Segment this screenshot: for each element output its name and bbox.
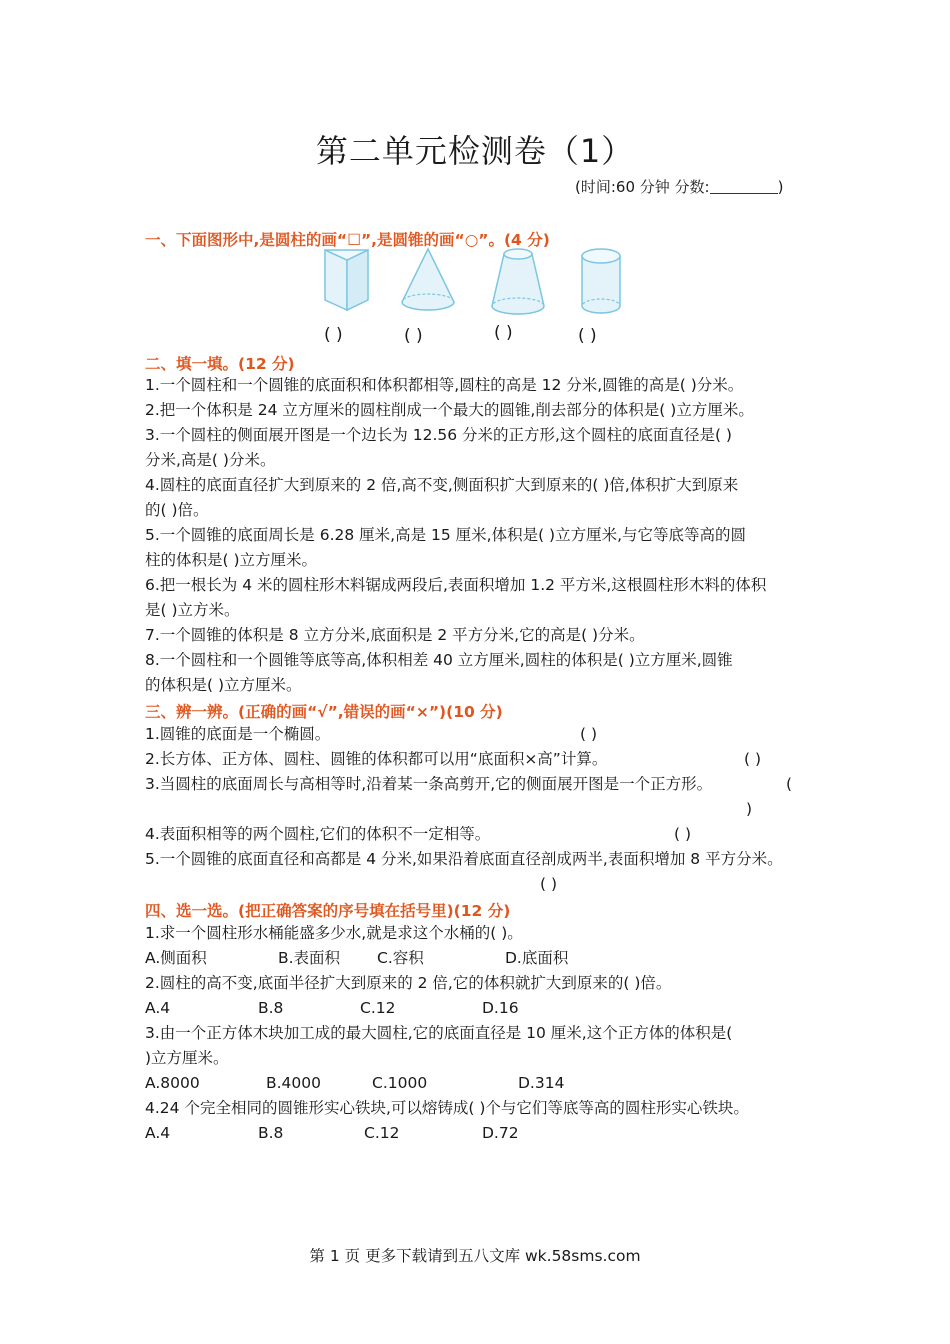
choice-question: 4.24 个完全相同的圆锥形实心铁块,可以熔铸成( )个与它们等底等高的圆柱形实心铁块。 (145, 1099, 749, 1117)
fill-line: 7.一个圆锥的体积是 8 立方分米,底面积是 2 平方分米,它的高是( )分米。 (145, 626, 645, 644)
fill-line: 1.一个圆柱和一个圆锥的底面积和体积都相等,圆柱的高是 12 分米,圆锥的高是( )分米。 (145, 376, 744, 394)
time-score-suffix: ) (777, 178, 784, 196)
choice-option[interactable]: A.侧面积 (145, 949, 207, 967)
section-1-heading: 一、下面图形中,是圆柱的画“☐”,是圆锥的画“○”。(4 分) (145, 231, 550, 249)
choice-option[interactable]: D.16 (482, 999, 519, 1017)
choice-option[interactable]: B.表面积 (278, 949, 341, 967)
section-3-heading: 三、辨一辨。(正确的画“√”,错误的画“×”)(10 分) (145, 703, 503, 721)
choice-question-cont: )立方厘米。 (145, 1049, 229, 1067)
cylinder-icon (578, 246, 624, 318)
choice-option[interactable]: D.72 (482, 1124, 519, 1142)
judge-answer-1[interactable]: ( ) (580, 725, 598, 743)
cone-icon (398, 246, 458, 314)
fill-line: 分米,高是( )分米。 (145, 451, 276, 469)
fill-line: 的体积是( )立方厘米。 (145, 676, 302, 694)
fill-line: 2.把一个体积是 24 立方厘米的圆柱削成一个最大的圆锥,削去部分的体积是( )立方厘米。 (145, 401, 754, 419)
score-blank[interactable] (710, 179, 778, 194)
choice-option[interactable]: C.12 (364, 1124, 400, 1142)
judge-answer-4[interactable]: ( ) (674, 825, 692, 843)
fill-line: 4.圆柱的底面直径扩大到原来的 2 倍,高不变,侧面积扩大到原来的( )倍,体积扩大到原来 (145, 476, 739, 494)
choice-option[interactable]: C.12 (360, 999, 396, 1017)
judge-answer-3-open[interactable]: ( (786, 775, 793, 793)
fill-line: 8.一个圆柱和一个圆锥等底等高,体积相差 40 立方厘米,圆柱的体积是( )立方厘米,圆锥 (145, 651, 733, 669)
judge-item: 1.圆锥的底面是一个椭圆。 (145, 725, 331, 743)
shape-answer-2[interactable]: ( ) (404, 326, 423, 346)
choice-question: 2.圆柱的高不变,底面半径扩大到原来的 2 倍,它的体积就扩大到原来的( )倍。 (145, 974, 672, 992)
judge-item: 3.当圆柱的底面周长与高相等时,沿着某一条高剪开,它的侧面展开图是一个正方形。 (145, 775, 713, 793)
fill-line: 柱的体积是( )立方厘米。 (145, 551, 318, 569)
judge-item: 5.一个圆锥的底面直径和高都是 4 分米,如果沿着底面直径剖成两半,表面积增加 8 平方分米。 (145, 850, 783, 868)
judge-item: 4.表面积相等的两个圆柱,它们的体积不一定相等。 (145, 825, 491, 843)
choice-option[interactable]: C.1000 (372, 1074, 428, 1092)
choice-question: 1.求一个圆柱形水桶能盛多少水,就是求这个水桶的( )。 (145, 924, 523, 942)
choice-option[interactable]: C.容积 (377, 949, 424, 967)
choice-option[interactable]: D.314 (518, 1074, 565, 1092)
shape-answer-4[interactable]: ( ) (578, 326, 597, 346)
time-score-prefix: (时间:60 分钟 分数: (575, 178, 710, 196)
frustum-icon (488, 246, 548, 318)
judge-answer-5[interactable]: ( ) (540, 875, 558, 893)
section-4-heading: 四、选一选。(把正确答案的序号填在括号里)(12 分) (145, 902, 511, 920)
time-score-line (575, 176, 783, 197)
choice-option[interactable]: B.4000 (266, 1074, 322, 1092)
choice-option[interactable]: B.8 (258, 1124, 284, 1142)
page-footer: 第 1 页 更多下载请到五八文库 wk.58sms.com (309, 1247, 641, 1265)
choice-option[interactable]: D.底面积 (505, 949, 569, 967)
shape-answer-1[interactable]: ( ) (324, 325, 343, 345)
triangular-prism-icon (322, 246, 372, 314)
choice-option[interactable]: B.8 (258, 999, 284, 1017)
choice-option[interactable]: A.4 (145, 999, 171, 1017)
section-2-heading: 二、填一填。(12 分) (145, 355, 295, 373)
fill-line: 是( )立方米。 (145, 601, 240, 619)
shape-answer-3[interactable]: ( ) (494, 323, 513, 343)
judge-answer-2[interactable]: ( ) (744, 750, 762, 768)
page-title: 第二单元检测卷（1） (315, 132, 635, 170)
fill-line: 6.把一根长为 4 米的圆柱形木料锯成两段后,表面积增加 1.2 平方米,这根圆柱形木料的体积 (145, 576, 767, 594)
choice-option[interactable]: A.8000 (145, 1074, 200, 1092)
choice-question: 3.由一个正方体木块加工成的最大圆柱,它的底面直径是 10 厘米,这个正方体的体积是( (145, 1024, 733, 1042)
fill-line: 5.一个圆锥的底面周长是 6.28 厘米,高是 15 厘米,体积是( )立方厘米,与它等底等高的圆 (145, 526, 747, 544)
judge-item: 2.长方体、正方体、圆柱、圆锥的体积都可以用“底面积×高”计算。 (145, 750, 608, 768)
fill-line: 的( )倍。 (145, 501, 209, 519)
choice-option[interactable]: A.4 (145, 1124, 171, 1142)
fill-line: 3.一个圆柱的侧面展开图是一个边长为 12.56 分米的正方形,这个圆柱的底面直径是( ) (145, 426, 732, 444)
judge-answer-3-close[interactable]: ) (746, 800, 753, 818)
